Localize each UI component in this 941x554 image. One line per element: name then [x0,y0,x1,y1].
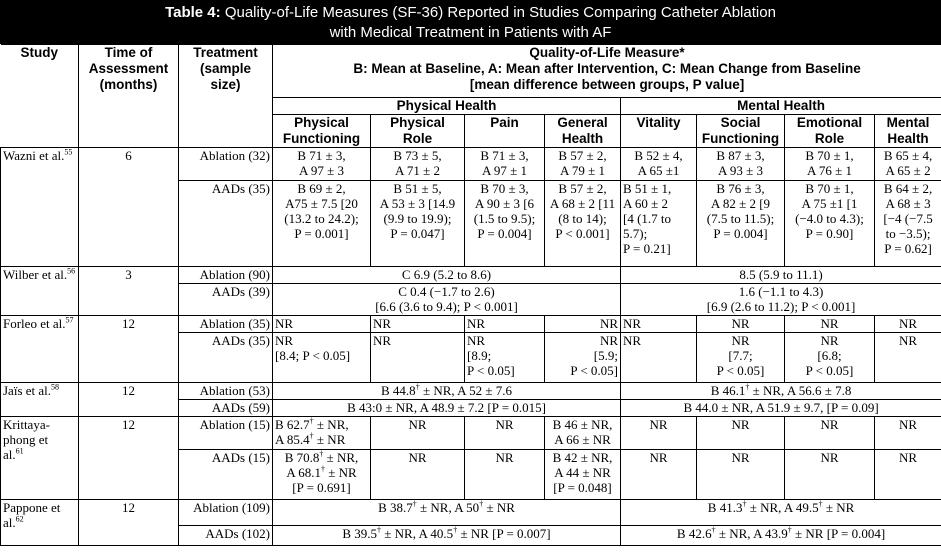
physical-health-cell: B 43:0 ± NR, A 48.9 ± 7.2 [P = 0.015] [273,400,621,417]
value-cell: B 87 ± 3, A 93 ± 3 [697,148,785,181]
table-row [1,383,941,400]
dagger-mark: † [377,525,382,535]
study-name: Krittaya- phong et al. [3,417,50,462]
time-cell: 12 [79,417,179,500]
study-name: Forleo et al. [3,316,66,331]
value-cell: NR [273,316,371,333]
dagger-mark: † [319,449,324,459]
study-cell [1,500,79,546]
ref-number: 56 [67,266,76,276]
mental-health-cell [621,526,941,546]
value-cell: NR [875,333,941,383]
study-cell [1,267,79,316]
study-name: Jaïs et al. [3,383,52,398]
value-text: B 41.3 [707,500,743,515]
value-cell: NR [875,417,941,450]
value-cell: B 51 ± 5, A 53 ± 3 [14.9 (9.9 to 19.9); P = 0.047] [371,181,465,267]
value-cell: NR [621,333,697,383]
col-header-treatment: Treatment (sample size) [179,45,273,148]
treatment-cell: AADs (35) [179,181,273,267]
treatment-cell: AADs (35) [179,333,273,383]
value-cell: NR [545,316,621,333]
dagger-mark: † [309,416,314,426]
treatment-cell: Ablation (90) [179,267,273,284]
col-header-general-health: General Health [545,115,621,148]
study-name: Wilber et al. [3,267,68,282]
value-cell: NR [465,417,545,450]
table-row [1,417,941,450]
value-cell: B 64 ± 2, A 68 ± 3 [−4 (−7.5 to −3.5); P = 0.62] [875,181,941,267]
col-header-time: Time of Assessment (months) [79,45,179,148]
treatment-cell: AADs (15) [179,450,273,500]
value-cell: B 73 ± 5, A 71 ± 2 [371,148,465,181]
table-title [0,0,941,44]
study-name: Pappone et al. [3,500,61,530]
value-cell: NR [371,333,465,383]
value-text: B 42.6 [676,526,712,541]
ref-number: 55 [64,147,73,157]
treatment-cell: Ablation (53) [179,383,273,400]
value-text: B 39.5 [342,526,378,541]
value-cell: NR [621,450,697,500]
value-cell: B 70 ± 3, A 90 ± 3 [6 (1.5 to 9.5); P = 0.004] [465,181,545,267]
value-cell: B 71 ± 3, A 97 ± 3 [273,148,371,181]
value-text: A 68.1 [286,465,321,480]
value-cell: B 57 ± 2, A 68 ± 2 [11 (8 to 14); P < 0.001] [545,181,621,267]
value-text: ± NR [313,432,346,447]
treatment-cell: Ablation (15) [179,417,273,450]
col-header-study: Study [1,45,79,148]
ref-number: 58 [51,382,60,392]
value-text: ± NR, A 50 [416,500,480,515]
table-number: Table 4: [165,4,221,21]
study-cell [1,148,79,267]
study-cell [1,417,79,500]
dagger-mark: † [479,499,484,509]
dagger-mark: † [415,382,420,392]
table-row [1,267,941,284]
value-text: ± NR [483,500,515,515]
treatment-cell: Ablation (109) [179,500,273,526]
value-text: ± NR [P = 0.007] [457,526,551,541]
value-text: ± NR [324,465,357,480]
value-cell: NR [6.8; P < 0.05] [785,333,875,383]
value-text: ± NR, A 56.6 ± 7.8 [749,383,852,398]
value-text: ± NR, A 40.5 [381,526,454,541]
col-header-mental-health: Mental Health [875,115,941,148]
study-cell [1,383,79,417]
dagger-mark: † [711,525,716,535]
value-cell: B 69 ± 2, A75 ± 7.5 [20 (13.2 to 24.2); P = 0.001] [273,181,371,267]
physical-health-cell [273,383,621,400]
value-cell: NR [5.9; P < 0.05] [545,333,621,383]
value-cell: B 52 ± 4, A 65 ±1 [621,148,697,181]
value-text: B 38.7 [378,500,413,515]
value-cell: NR [8.4; P < 0.05] [273,333,371,383]
time-cell: 6 [79,148,179,267]
time-cell: 12 [79,383,179,417]
physical-health-cell: C 0.4 (−1.7 to 2.6) [6.6 (3.6 to 9.4); P < 0.001] [273,284,621,316]
dagger-mark: † [412,499,417,509]
table-row [1,316,941,333]
value-cell: NR [621,417,697,450]
value-cell: NR [785,417,875,450]
value-cell: B 70 ± 1, A 76 ± 1 [785,148,875,181]
value-cell: NR [875,316,941,333]
table-title-text: Quality-of-Life Measures (SF-36) Reported in Studies Comparing Catheter Ablation [220,4,776,21]
table-title-line2: with Medical Treatment in Patients with AF [329,24,612,41]
value-cell: NR [875,450,941,500]
value-cell: NR [785,316,875,333]
time-cell: 3 [79,267,179,316]
time-cell: 12 [79,500,179,546]
value-cell: NR [371,450,465,500]
value-text: B 62.7 [275,417,310,432]
value-text: ± NR [822,500,855,515]
value-text: ± NR, [323,450,359,465]
col-header-pain: Pain [465,115,545,148]
time-cell: 12 [79,316,179,383]
value-text: B 70.8 [284,450,320,465]
physical-health-cell [273,526,621,546]
dagger-mark: † [745,382,750,392]
ref-number: 62 [15,514,24,524]
dagger-mark: † [787,525,792,535]
value-cell: NR [697,450,785,500]
treatment-cell: AADs (59) [179,400,273,417]
ref-number: 57 [65,315,74,325]
value-cell: NR [785,450,875,500]
treatment-cell: AADs (39) [179,284,273,316]
col-header-qol: Quality-of-Life Measure* B: Mean at Baseline, A: Mean after Intervention, C: Mean Change from Baseline [mean difference between groups, P value] [273,45,941,98]
value-cell: NR [371,316,465,333]
value-text: [P = 0.691] [292,480,351,495]
value-text: ± NR [P = 0.004] [791,526,886,541]
dagger-mark: † [309,431,314,441]
physical-health-cell [273,500,621,526]
value-cell: B 42 ± NR, A 44 ± NR [P = 0.048] [545,450,621,500]
value-cell [273,450,371,500]
qol-table [0,44,941,546]
value-cell: NR [621,316,697,333]
study-name: Wazni et al. [3,148,65,163]
value-text: ± NR, A 43.9 [715,526,788,541]
value-cell: B 76 ± 3, A 82 ± 2 [9 (7.5 to 11.5); P = 0.004] [697,181,785,267]
value-cell: NR [697,316,785,333]
group-mental-health: Mental Health [621,98,941,115]
value-cell: B 71 ± 3, A 97 ± 1 [465,148,545,181]
col-header-physical-role: Physical Role [371,115,465,148]
value-text: ± NR, A 49.5 [746,500,819,515]
value-cell: B 57 ± 2, A 79 ± 1 [545,148,621,181]
value-cell: NR [8.9; P < 0.05] [465,333,545,383]
mental-health-cell: B 44.0 ± NR, A 51.9 ± 9.7, [P = 0.09] [621,400,941,417]
value-cell: B 51 ± 1, A 60 ± 2 [4 (1.7 to 5.7); P = 0.21] [621,181,697,267]
value-cell: B 65 ± 4, A 65 ± 2 [875,148,941,181]
value-text: ± NR, [313,417,349,432]
physical-health-cell: C 6.9 (5.2 to 8.6) [273,267,621,284]
value-text: A 85.4 [275,432,310,447]
mental-health-cell [621,500,941,526]
value-cell: B 70 ± 1, A 75 ±1 [1 (−4.0 to 4.3); P = 0.90] [785,181,875,267]
value-cell: NR [465,316,545,333]
mental-health-cell [621,383,941,400]
value-cell: NR [7.7; P < 0.05] [697,333,785,383]
dagger-mark: † [320,464,325,474]
table-row [1,148,941,181]
col-header-emotional-role: Emotional Role [785,115,875,148]
treatment-cell: AADs (102) [179,526,273,546]
mental-health-cell: 1.6 (−1.1 to 4.3) [6.9 (2.6 to 11.2); P < 0.001] [621,284,941,316]
dagger-mark: † [742,499,747,509]
dagger-mark: † [818,499,823,509]
value-cell: B 46 ± NR, A 66 ± NR [545,417,621,450]
value-text: ± NR, A 52 ± 7.6 [419,383,512,398]
value-cell: NR [371,417,465,450]
col-header-physical-functioning: Physical Functioning [273,115,371,148]
value-text: B 44.8 [381,383,416,398]
col-header-social-functioning: Social Functioning [697,115,785,148]
table-row [1,500,941,526]
group-physical-health: Physical Health [273,98,621,115]
value-cell: NR [465,450,545,500]
dagger-mark: † [453,525,458,535]
value-text: B 46.1 [710,383,746,398]
treatment-cell: Ablation (32) [179,148,273,181]
treatment-cell: Ablation (35) [179,316,273,333]
value-cell [273,417,371,450]
mental-health-cell: 8.5 (5.9 to 11.1) [621,267,941,284]
col-header-vitality: Vitality [621,115,697,148]
study-cell [1,316,79,383]
value-cell: NR [697,417,785,450]
ref-number: 61 [15,446,24,456]
